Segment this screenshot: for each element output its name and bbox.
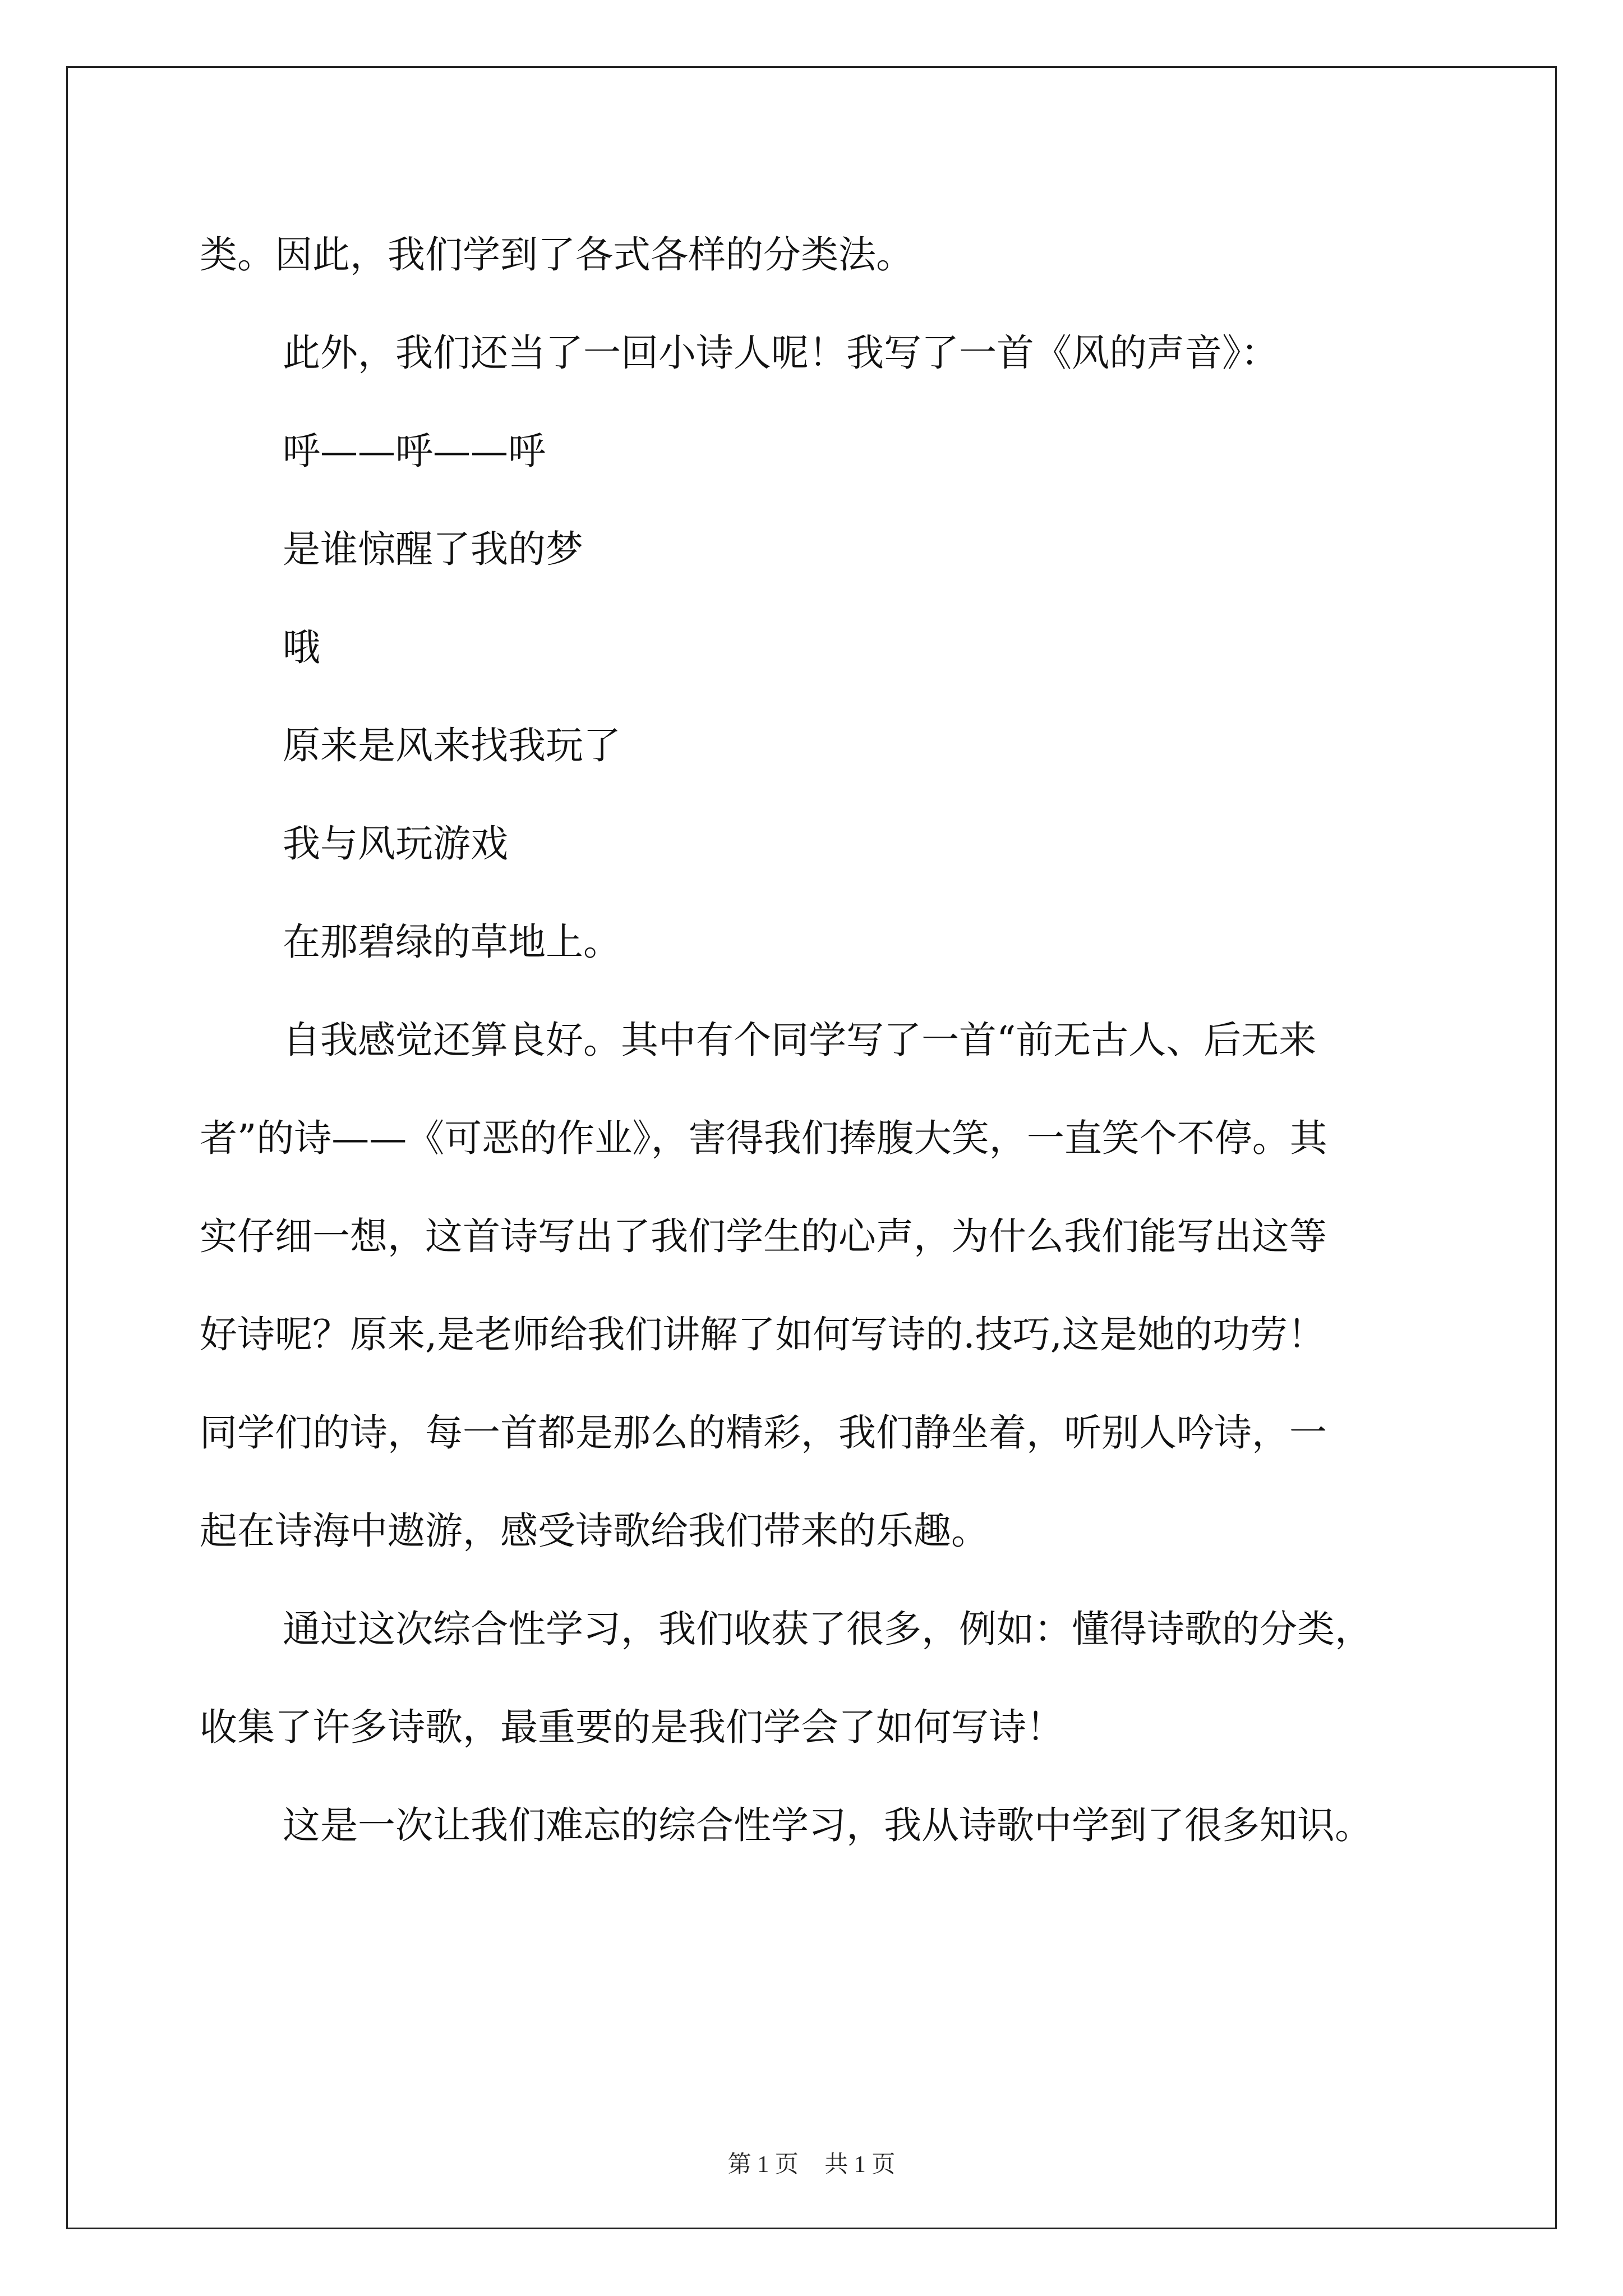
text-line: 者”的诗——《可恶的作业》，害得我们捧腹大笑，一直笑个不停。其	[200, 1116, 1327, 1160]
text-line: 我与风玩游戏	[283, 822, 508, 866]
text-line: 原来是风来找我玩了	[283, 724, 621, 767]
text-line: 起在诗海中遨游，感受诗歌给我们带来的乐趣。	[200, 1509, 989, 1553]
text-line: 好诗呢？原来,是老师给我们讲解了如何写诗的.技巧,这是她的功劳！	[200, 1313, 1325, 1356]
text-line: 实仔细一想，这首诗写出了我们学生的心声，为什么我们能写出这等	[200, 1214, 1327, 1258]
text-line: 是谁惊醒了我的梦	[283, 527, 583, 571]
text-line: 此外，我们还当了一回小诗人呢！我写了一首《风的声音》：	[283, 331, 1279, 375]
text-line: 哦	[283, 625, 320, 669]
text-line: 同学们的诗，每一首都是那么的精彩，我们静坐着，听别人吟诗，一	[200, 1411, 1327, 1455]
text-line: 类。因此，我们学到了各式各样的分类法。	[200, 233, 914, 277]
text-line: 呼——呼——呼	[283, 429, 546, 473]
text-line: 自我感觉还算良好。其中有个同学写了一首“前无古人、后无来	[283, 1018, 1317, 1062]
text-line: 这是一次让我们难忘的综合性学习，我从诗歌中学到了很多知识。	[283, 1803, 1372, 1847]
text-line: 在那碧绿的草地上。	[283, 920, 621, 964]
page-number-current: 第 1 页	[727, 2152, 799, 2178]
text-line: 收集了许多诗歌，最重要的是我们学会了如何写诗！	[200, 1705, 1064, 1749]
page-footer	[0, 2146, 1623, 2179]
text-line: 通过这次综合性学习，我们收获了很多，例如：懂得诗歌的分类，	[283, 1607, 1372, 1651]
page-number-total: 共 1 页	[824, 2152, 896, 2178]
